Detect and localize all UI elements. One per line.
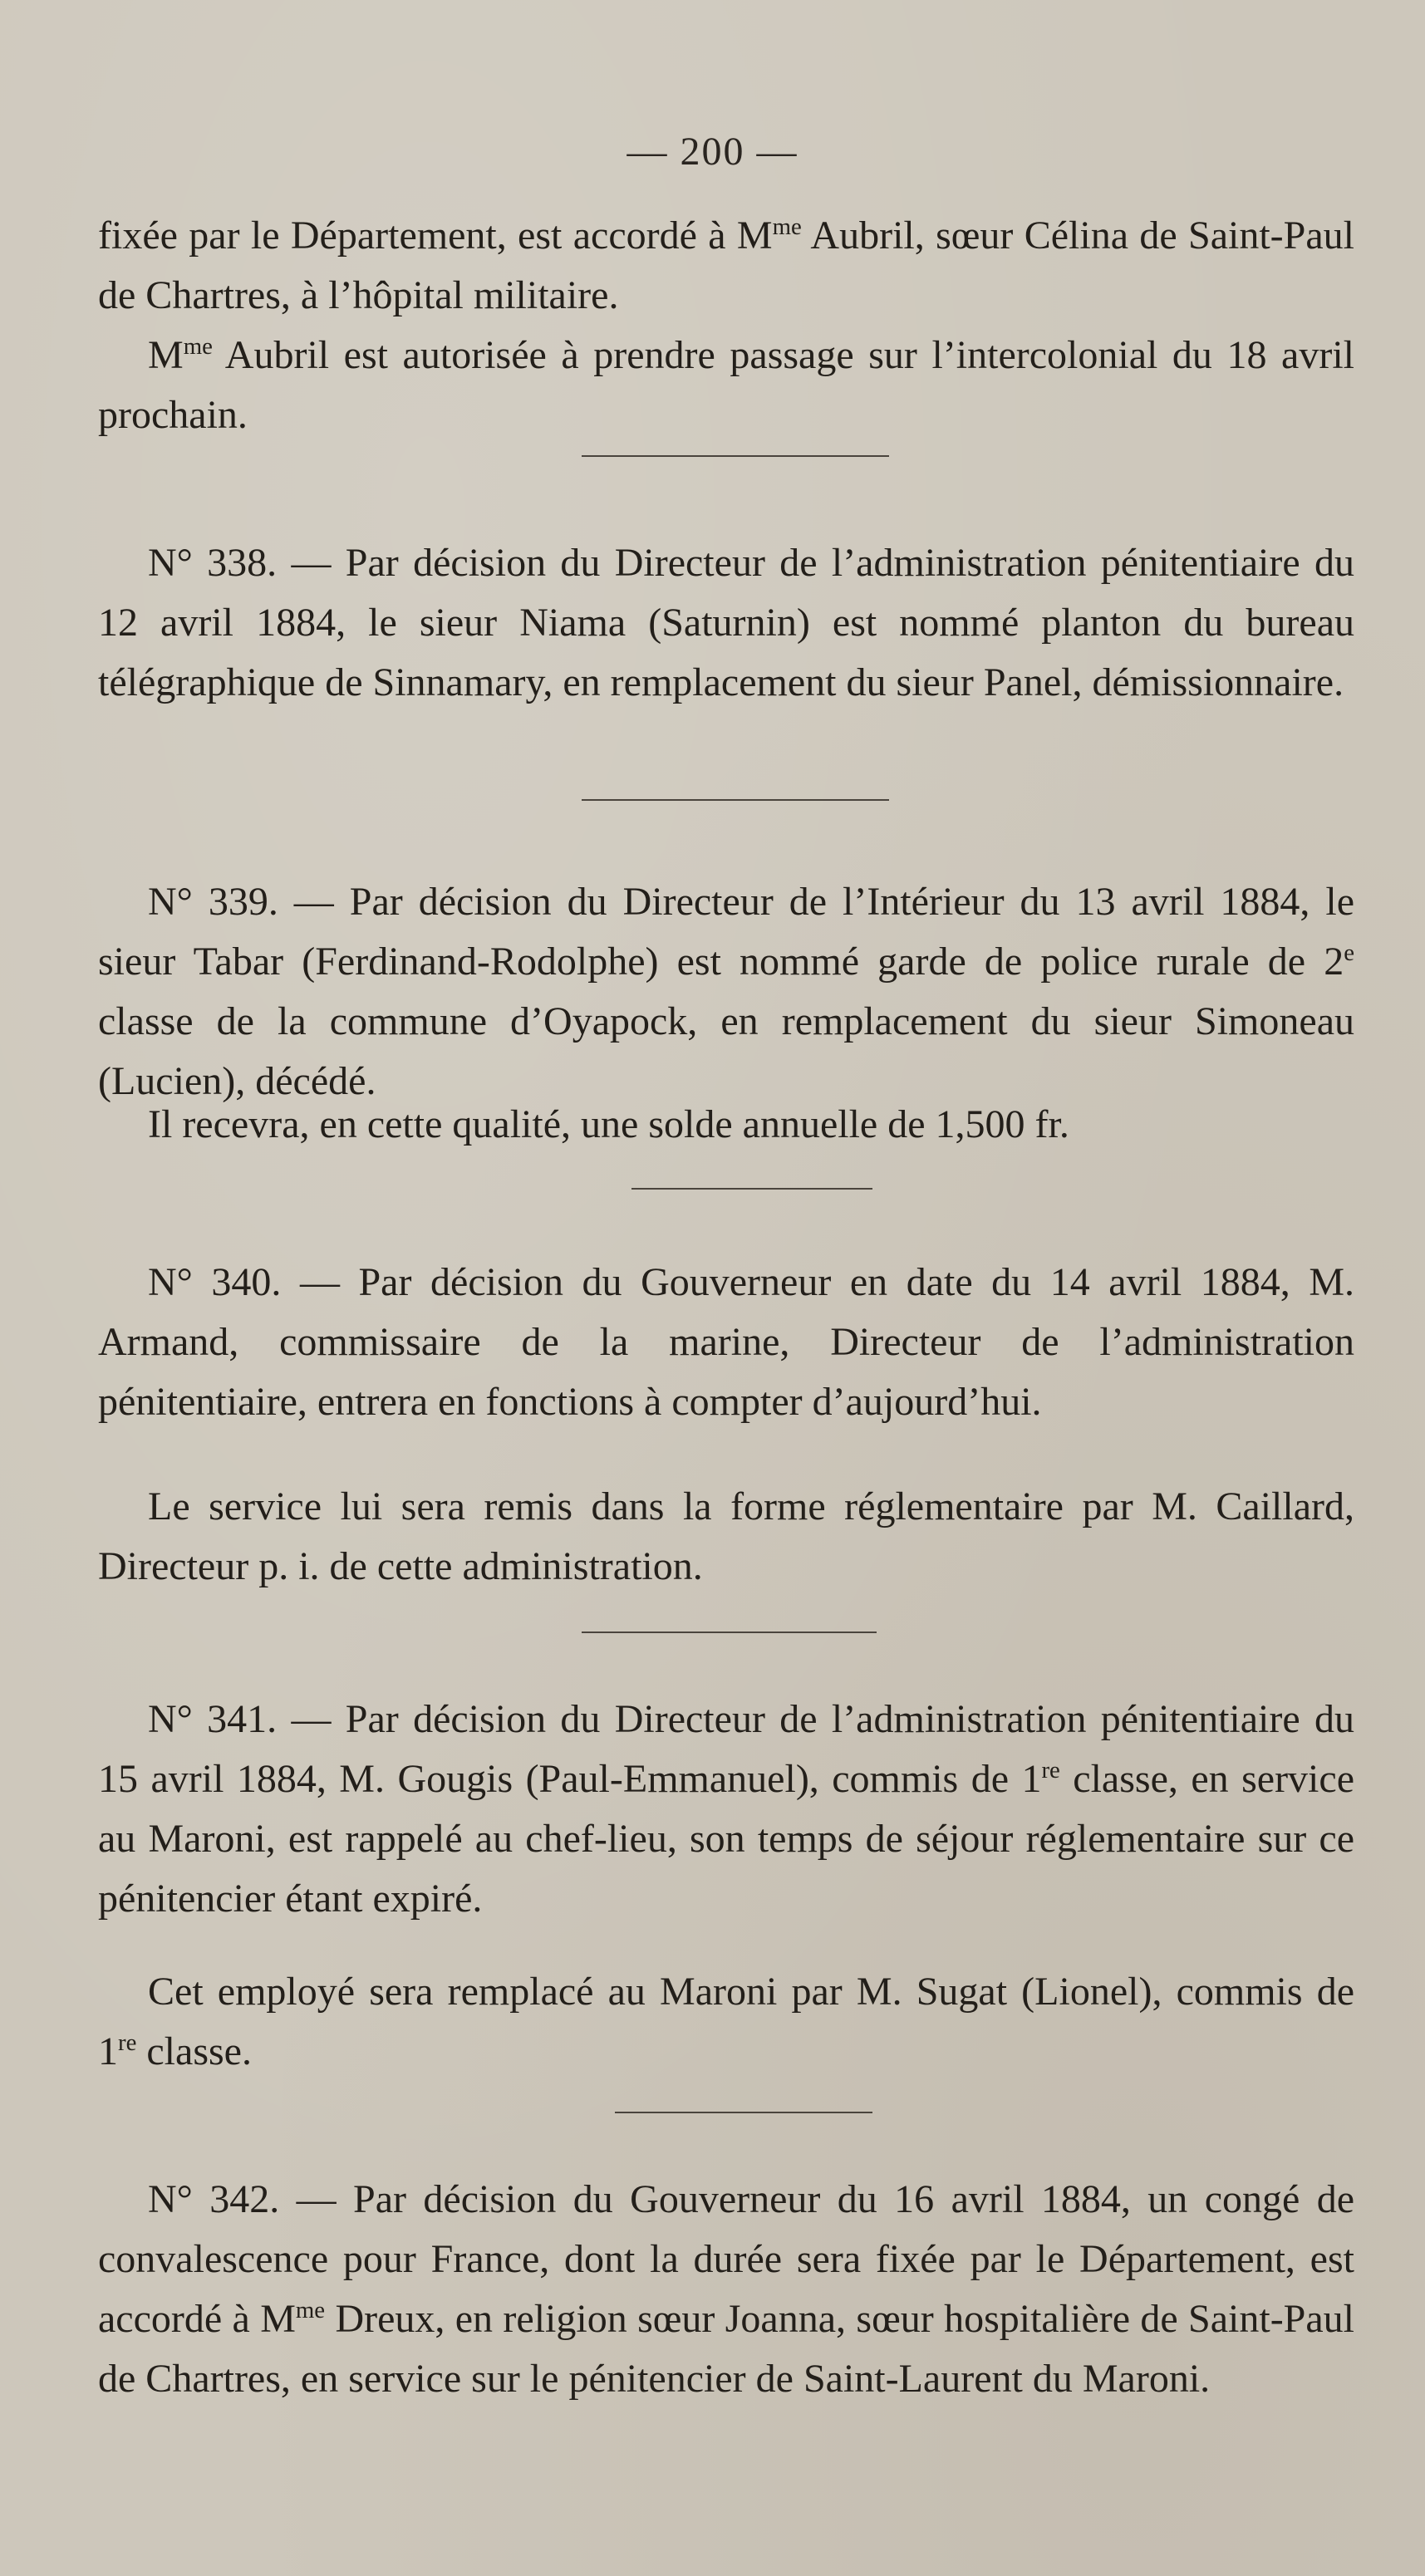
section-divider <box>615 2112 872 2113</box>
section-2-paragraph-0: N° 339. — Par décision du Directeur de l’Intérieur du 13 avril 1884, le sieur Tabar (Ferdinand-Rodolphe) est nommé garde de police rurale de 2e classe de la commune d’Oyapock, en remplacement du sieur Simoneau (Lucien), décédé. <box>98 880 1354 1103</box>
section-2-paragraph-1: Il recevra, en cette qualité, une solde annuelle de 1,500 fr. <box>148 1102 1069 1146</box>
section-3-paragraph-1: Le service lui sera remis dans la forme réglementaire par M. Caillard, Directeur p. i. de cette administration. <box>98 1484 1354 1588</box>
section-divider <box>582 799 889 801</box>
page-number: — 200 — <box>627 130 798 174</box>
section-0-paragraph-1: $M^{me}$ Aubril est autorisée à prendre passage sur l’intercolonial du 18 avril prochain. <box>98 333 1354 437</box>
section-divider <box>631 1188 872 1190</box>
section-3-paragraph-0: N° 340. — Par décision du Gouverneur en date du 14 avril 1884, M. Armand, commissaire de la marine, Directeur de l’administration pénitentiaire, entrera en fonctions à compter d’aujourd’hui. <box>98 1260 1354 1424</box>
section-divider <box>582 1631 877 1633</box>
section-4-paragraph-1: Cet employé sera remplacé au Maroni par M. Sugat (Lionel), commis de 1re classe. <box>98 1970 1354 2073</box>
section-0-paragraph-0: fixée par le Département, est accordé à $M^{me}$ Aubril, sœur Célina de Saint-Paul de Chartres, à l’hôpital militaire. <box>98 213 1354 317</box>
section-5-paragraph-0: N° 342. — Par décision du Gouverneur du 16 avril 1884, un congé de convalescence pour France, dont la durée sera fixée par le Département, est accordé à $M^{me}$ Dreux, en religion sœur Joanna, sœur hospitalière de Saint-Paul de Chartres, en service sur le pénitencier de Saint-Laurent du Maroni. <box>98 2177 1355 2401</box>
section-divider <box>582 455 889 457</box>
section-4-paragraph-0: N° 341. — Par décision du Directeur de l’administration pénitentiaire du 15 avril 1884, M. Gougis (Paul-Emmanuel), commis de 1re classe, en service au Maroni, est rappelé au chef-lieu, son temps de séjour réglementaire sur ce pénitencier étant expiré. <box>98 1697 1355 1921</box>
section-1-paragraph-0: N° 338. — Par décision du Directeur de l’administration pénitentiaire du 12 avril 1884, le sieur Niama (Saturnin) est nommé planton du bureau télégraphique de Sinnamary, en remplacement du sieur Panel, démissionnaire. <box>98 541 1354 704</box>
